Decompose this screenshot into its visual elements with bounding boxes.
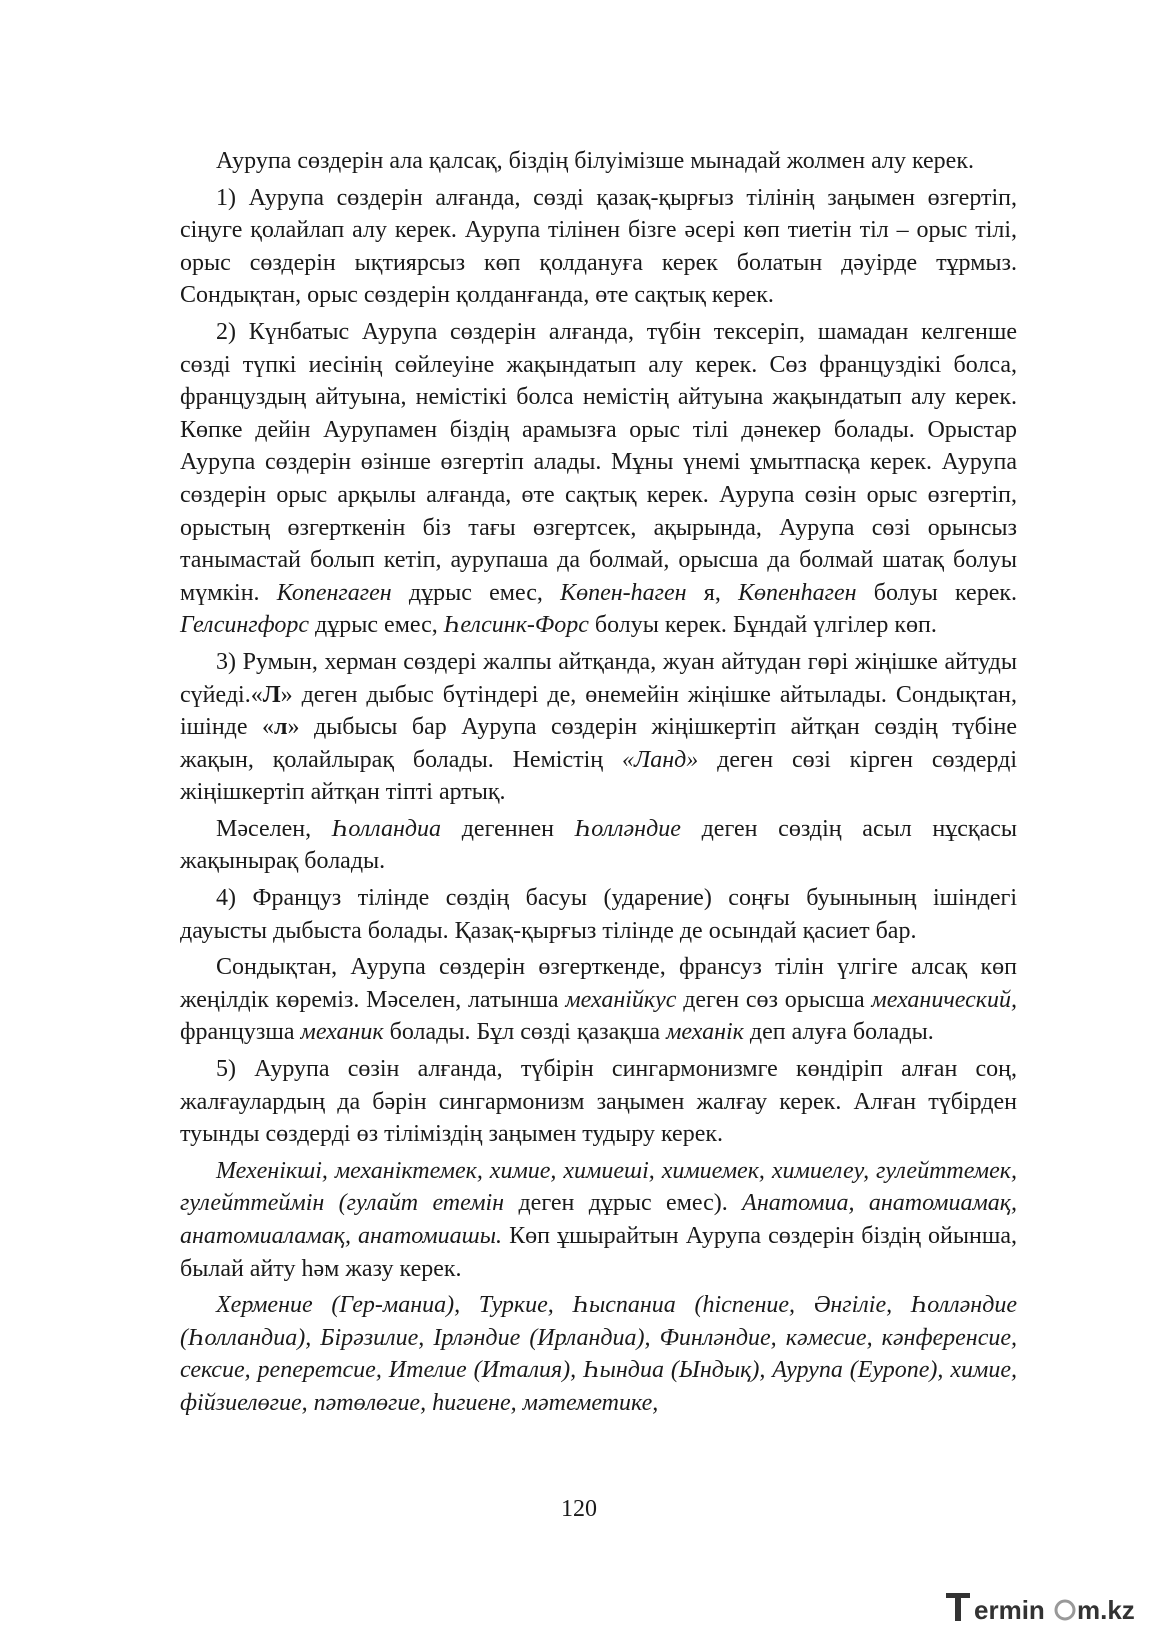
text-run: деген дұрыс емес). xyxy=(504,1190,743,1217)
paragraph xyxy=(180,813,1017,878)
italic-text: Көпен-һаген xyxy=(560,579,687,606)
italic-text: механік xyxy=(666,1019,744,1046)
italic-text: Һолләндие xyxy=(574,815,681,842)
svg-text:ermin: ermin xyxy=(974,1595,1045,1625)
text-run: » дыбысы бар Аурупа сөздерін жіңішкертіп айтқан сөздің түбіне жақын, қолайлырақ болады. Немістің xyxy=(180,714,1017,773)
italic-text: Гелсингфорс xyxy=(180,612,310,639)
paragraph xyxy=(180,646,1017,809)
paragraph xyxy=(180,1155,1017,1285)
text-run: деген сөз орысша xyxy=(676,986,872,1013)
paragraph xyxy=(180,182,1017,312)
paragraph xyxy=(180,1053,1017,1151)
text-run: дегеннен xyxy=(441,815,575,842)
text-run: Сондықтан, Аурупа сөздерін өзгерткенде, франсуз тілін үлгіге алсақ көп жеңілдік көреміз. Мәселен, латынша xyxy=(180,954,1017,1013)
text-run: французша xyxy=(180,1019,301,1046)
termincom-logo xyxy=(940,1583,1150,1631)
paragraph xyxy=(180,951,1017,1049)
italic-text: Анатомиа, анатомиамақ, анатомиаламақ, анатомиашы. xyxy=(180,1190,1018,1249)
bold-text: л xyxy=(274,714,288,741)
text-run: 1) Аурупа сөздерін алғанда, сөзді қазақ-қырғыз тілінің заңымен өзгертіп, сіңуге қолайлап алу керек. Аурупа тілінен бізге әсері көп тиетін тіл – орыс тілі, орыс сөздерін ықтиярсыз көп қолдануға керек болатын дәуірде тұрмыз. Сондықтан, орыс сөздерін қолданғанда, өте сақтық керек. xyxy=(180,184,1017,309)
text-run: болуы керек. xyxy=(856,579,1018,606)
text-run: дұрыс емес, xyxy=(309,612,444,639)
bold-text: Л xyxy=(262,681,281,708)
text-run: 5) Аурупа сөзін алғанда, түбірін сингармонизмге көндіріп алған соң, жалғаулардың да бәрін сингармонизм заңымен жалғау керек. Алған түбірден туынды сөздерді өз тіліміздің заңымен тудыру керек. xyxy=(180,1056,1017,1148)
paragraph xyxy=(180,882,1017,947)
text-run: 2) Күнбатыс Аурупа сөздерін алғанда, түбін тексеріп, шамадан келгенше сөзді түпкі иесінің сөйлеуіне жақындатып алу керек. Сөз француздікі болса, француздың айтуына, немістікі болса немістің айтуына жақындатып алу керек. Көпке дейін Аурупамен біздің арамызға орыс тілі дәнекер болады. Орыстар Аурупа сөздерін өзінше өзгертіп алады. Мұны үнемі ұмытпасқа керек. Аурупа сөздерін орыс арқылы алғанда, өте сақтық керек. Аурупа сөзін орыс өзгертіп, орыстың өзгерткенін біз тағы өзгертсек, ақырында, Аурупа сөзі орынсыз танымастай болып кетіп, аурупаша да болмай, орысша да болмай шатақ болуы мүмкін. xyxy=(180,318,1017,606)
svg-text:m.kz: m.kz xyxy=(1077,1595,1135,1625)
text-run: 4) Француз тілінде сөздің басуы (ударение) соңғы буынының ішіндегі дауысты дыбыста болады. Қазақ-қырғыз тілінде де осындай қасиет бар. xyxy=(180,885,1017,944)
text-run: Аурупа сөздерін ала қалсақ, біздің білуімізше мынадай жолмен алу керек. xyxy=(216,148,974,174)
page-number: 120 xyxy=(561,1496,597,1522)
text-run: болуы керек. Бұндай үлгілер көп. xyxy=(588,612,937,639)
text-run: деген сөздің асыл нұсқасы жақынырақ болады. xyxy=(180,815,1018,875)
text-run: Көп ұшырайтын Аурупа сөздерін біздің ойынша, былай айту һәм жазу керек. xyxy=(180,1223,1017,1282)
paragraph xyxy=(180,316,1017,642)
paragraph xyxy=(180,1289,1017,1419)
paragraph xyxy=(180,145,1017,178)
italic-text: Хермение (Гер-маниа), Туркие, Һыспаниа (һіспение, Әнгіліе, Һолләндие (Һолландиа), Бірәзилие, Ірләндие (Ирландиа), Финләндие, кәмесие, кәнференсие, сексие, реперетсие, Ителие (Италия), Һындиа (Ындық), Аурупа (Еуропе), химие, фійзиелөгие, пәтөлөгие, һигиене, мәтеметике, xyxy=(180,1292,1017,1416)
text-run: дұрыс емес, xyxy=(391,579,561,606)
page-body xyxy=(180,145,1017,1420)
italic-text: механик xyxy=(300,1019,384,1046)
italic-text: Көпенһаген xyxy=(738,579,857,606)
text-run: деген сөзі кірген сөздерді жіңішкертіп айтқан тіпті артық. xyxy=(180,746,1017,806)
italic-text: Һолландиа xyxy=(331,815,441,842)
text-run: » деген дыбыс бүтіндері де, өнемейін жіңішке айтылады. Сондықтан, ішінде « xyxy=(180,681,1017,741)
text-run: болады. Бұл сөзді қазақша xyxy=(383,1019,667,1046)
text-run: деп алуға болады. xyxy=(743,1019,934,1046)
italic-text: «Ланд» xyxy=(621,746,699,773)
italic-text: механический, xyxy=(871,986,1017,1013)
italic-text: Һелсинк-Форс xyxy=(443,612,589,639)
italic-text: механійкус xyxy=(565,986,677,1013)
italic-text: Мехенікші, механіктемек, химие, химиеші, химиемек, химиелеу, гулейттемек, гулейттеймін (гулайт етемін xyxy=(180,1157,1017,1217)
text-run: Мәселен, xyxy=(216,815,332,842)
text-run: 3) Румын, херман сөздері жалпы айтқанда, жуан айтудан гөрі жіңішке айтуды сүйеді.« xyxy=(180,648,1017,708)
italic-text: Копенгаген xyxy=(276,579,392,606)
text-run: я, xyxy=(686,579,739,606)
